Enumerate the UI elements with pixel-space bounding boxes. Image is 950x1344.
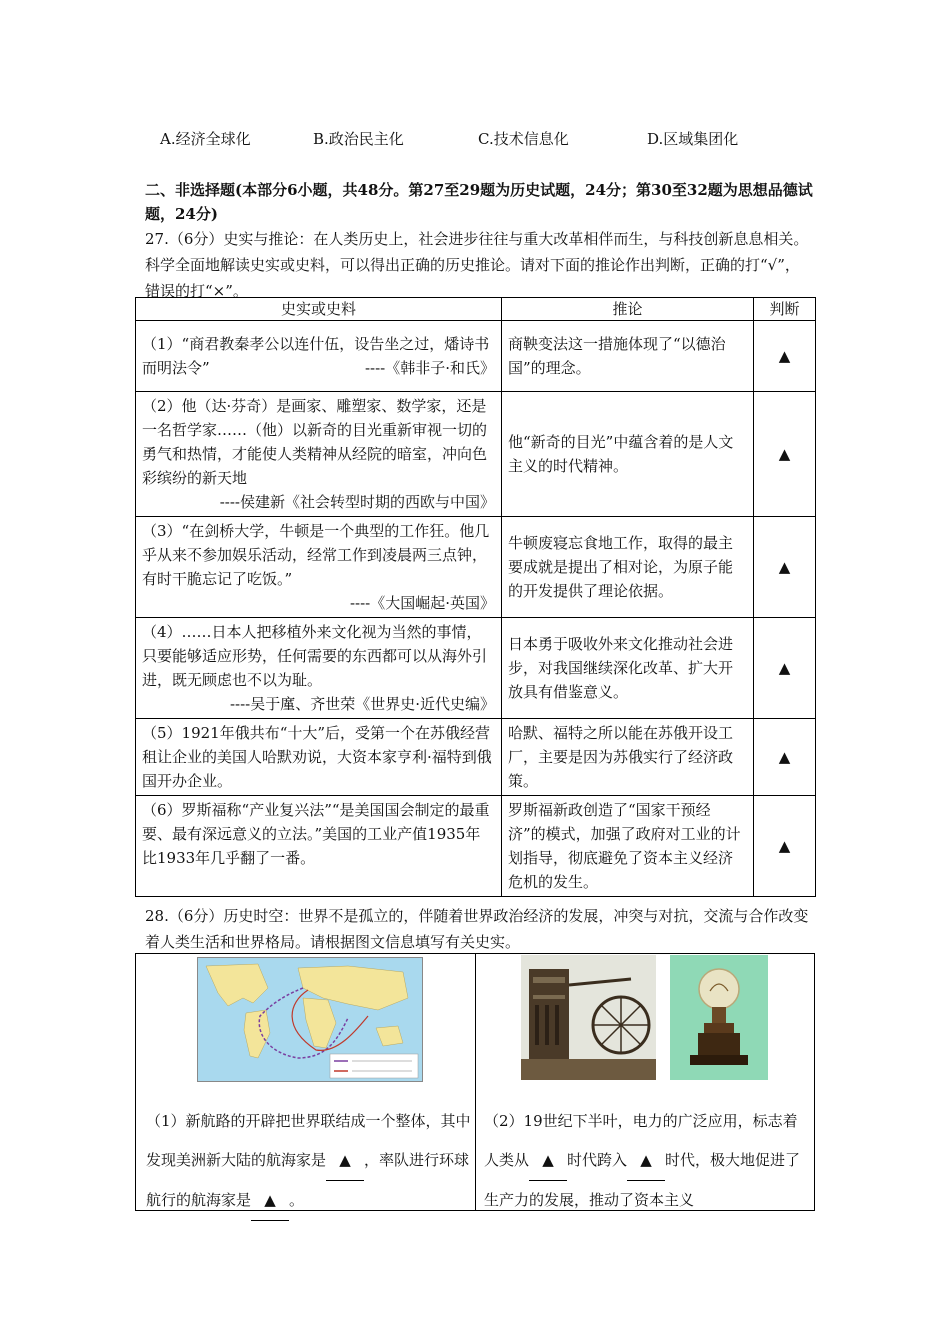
option-d[interactable]: D.区域集团化 [647, 130, 739, 148]
question-28-divider [475, 953, 476, 1211]
option-c[interactable]: C.技术信息化 [478, 130, 569, 148]
header-inference: 推论 [502, 298, 754, 321]
question-27-prompt: 27.（6分）史实与推论：在人类历史上，社会进步往往与重大改革相伴而生，与科技创新息息相关。科学全面地解读史实或史料，可以得出正确的历史推论。请对下面的推论作出判断，正确的打“√”，错误的打“×”。 [145, 230, 809, 300]
question-27-table [135, 297, 816, 897]
inference-cell: 哈默、福特之所以能在苏俄开设工厂，主要是因为苏俄实行了经济政策。 [502, 719, 754, 796]
fact-text: （2）他（达·芬奇）是画家、雕塑家、数学家，还是一名哲学家……（他）以新奇的目光重新审视一切的勇气和热情，才能使人类精神从经院的暗室，冲向色彩缤纷的新天地 [142, 397, 488, 487]
answer-blank[interactable]: ▲ [326, 1141, 364, 1181]
fact-cell [136, 517, 502, 618]
answer-blank[interactable]: ▲ [529, 1141, 567, 1181]
world-map-image [197, 957, 423, 1082]
fact-text: （4）……日本人把移植外来文化视为当然的事情，只要能够适应形势，任何需要的东西都可以从海外引进，既无顾虑也不以为耻。 [142, 623, 488, 689]
table-row [136, 796, 816, 897]
header-judge: 判断 [754, 298, 816, 321]
table-row [136, 392, 816, 517]
header-fact: 史实或史料 [136, 298, 502, 321]
bulb-icon [670, 955, 768, 1080]
fact-cell [136, 392, 502, 517]
fact-text: （1）“商君教秦孝公以连什伍，设告坐之过，燔诗书而明法令” [142, 335, 490, 377]
table-row [136, 618, 816, 719]
inference-cell: 他“新奇的目光”中蕴含着的是人文主义的时代精神。 [502, 392, 754, 517]
fact-cell [136, 618, 502, 719]
option-a[interactable]: A.经济全球化 [160, 130, 251, 148]
question-28-prompt: 28.（6分）历史时空：世界不是孤立的，伴随着世界政治经济的发展，冲突与对抗，交流与合作改变着人类生活和世界格局。请根据图文信息填写有关史实。 [145, 907, 809, 951]
inference-cell: 日本勇于吸收外来文化推动社会进步，对我国继续深化改革、扩大开放具有借鉴意义。 [502, 618, 754, 719]
judge-cell[interactable]: ▲ [754, 392, 816, 517]
fact-source: ----吴于廑、齐世荣《世界史·近代史编》 [229, 695, 495, 713]
question-28-left-text [146, 1102, 471, 1221]
fact-text: （3）“在剑桥大学，牛顿是一个典型的工作狂。他几乎从来不参加娱乐活动，经常工作到凌晨两三点钟，有时干脆忘记了吃饭。” [142, 522, 490, 588]
section-heading: 二、非选择题(本部分6小题，共48分。第27至29题为历史试题，24分；第30至32题为思想品德试题，24分) [145, 181, 813, 223]
light-bulb-image [670, 955, 768, 1080]
fact-source: ----《大国崛起·英国》 [349, 594, 495, 612]
machine-icon [521, 955, 656, 1080]
right-text-3: 时代，极大地促进了生产力的发展，推动了资本主义 [484, 1151, 801, 1209]
judge-cell[interactable]: ▲ [754, 719, 816, 796]
answer-blank[interactable]: ▲ [251, 1181, 289, 1221]
answer-blank[interactable]: ▲ [627, 1141, 665, 1181]
fact-cell: （6）罗斯福称“产业复兴法”“是美国国会制定的最重要、最有深远意义的立法。”美国的工业产值1935年比1933年几乎翻了一番。 [136, 796, 502, 897]
table-header-row [136, 298, 816, 321]
judge-cell[interactable]: ▲ [754, 321, 816, 392]
table-row [136, 719, 816, 796]
question-28-right-text [484, 1102, 810, 1220]
fact-source: ----侯建新《社会转型时期的西欧与中国》 [219, 493, 495, 511]
table-row [136, 517, 816, 618]
left-text-1: （1）新航路的开辟把世界联结成一个整体，其中发现美洲新大陆的航海家是 [146, 1112, 471, 1169]
table-row [136, 321, 816, 392]
right-text-1: （2）19世纪下半叶，电力的广泛应用，标志着人类从 [484, 1112, 798, 1169]
judge-cell[interactable]: ▲ [754, 517, 816, 618]
inference-cell: 商鞅变法这一措施体现了“以德治国”的理念。 [502, 321, 754, 392]
judge-cell[interactable]: ▲ [754, 618, 816, 719]
right-text-2: 时代跨入 [567, 1151, 628, 1169]
fact-source: ----《韩非子·和氏》 [364, 359, 495, 377]
left-text-3: 。 [289, 1191, 305, 1209]
fact-cell [136, 321, 502, 392]
left-text-2: ，率队进行环球航行的航海家是 [146, 1151, 470, 1209]
inference-cell: 罗斯福新政创造了“国家干预经济”的模式，加强了政府对工业的计划指导，彻底避免了资本主义经济危机的发生。 [502, 796, 754, 897]
voyage-map-icon [198, 958, 422, 1081]
judge-cell[interactable]: ▲ [754, 796, 816, 897]
option-b[interactable]: B.政治民主化 [313, 130, 404, 148]
answer-options [160, 128, 860, 150]
inference-cell: 牛顿废寝忘食地工作，取得的最主要成就是提出了相对论，为原子能的开发提供了理论依据。 [502, 517, 754, 618]
spinning-machine-image [521, 955, 656, 1080]
fact-cell: （5）1921年俄共布“十大”后，受第一个在苏俄经营租让企业的美国人哈默劝说，大资本家亨利·福特到俄国开办企业。 [136, 719, 502, 796]
